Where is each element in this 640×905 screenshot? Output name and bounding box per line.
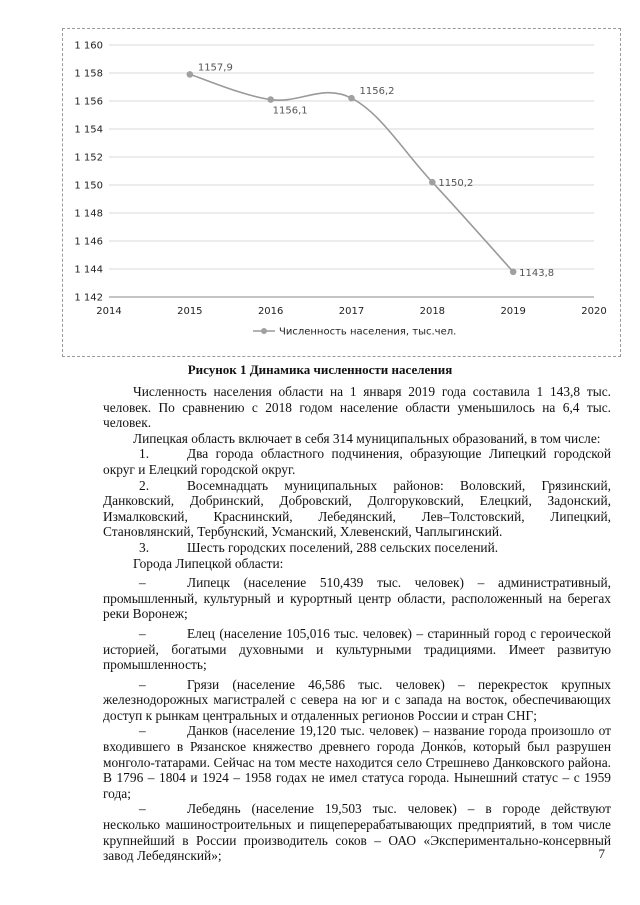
paragraph-population: Численность населения области на 1 января 2019 года составила 1 143,8 тыс. человек. По сравнению с 2018 годом население области уменьшилось на 6,4 тыс. человек. [103,384,611,431]
legend-label: Численность населения, тыс.чел. [279,326,457,338]
city-item [103,677,611,724]
x-tick-label: 2018 [419,306,446,317]
data-point [348,95,355,102]
list-item-text: Два города областного подчинения, образующие Липецкий городской округ и Елецкий городской округ. [103,446,611,477]
population-line-chart [63,29,620,356]
city-dash: – [139,801,146,817]
paragraph-cities-heading: Города Липецкой области: [133,555,284,571]
x-tick-label: 2016 [257,306,284,317]
city-dash: – [139,625,146,641]
x-tick-label: 2014 [96,306,122,317]
y-tick-label: 1 156 [74,96,103,108]
city-text: Лебедянь (население 19,503 тыс. человек) – в городе действуют несколько машиностроительных и пищеперерабатывающих предприятий, в том числе крупнейший в России производитель соков – ОАО «Экспериментально-консервный завод Лебедянский»; [103,801,611,864]
city-text: Данков (население 19,120 тыс. человек) – название города произошло от входившего в Рязанское княжество древнего города Донко́в, который был разрушен монголо-татарами. Сейчас на том месте находится село Стрешнево Данковского района. В 1796 – 1804 и 1924 – 1958 годах не имел статуса города. Нынешний статус – с 1959 года; [103,723,611,801]
y-tick-label: 1 154 [74,124,103,136]
data-label: 1150,2 [438,178,474,190]
x-tick-label: 2019 [500,306,526,317]
y-tick-label: 1 146 [74,236,103,248]
list-item [103,446,611,477]
list-item [103,478,611,540]
y-tick-label: 1 158 [74,68,103,80]
chart-container [62,28,621,357]
data-point [187,71,194,78]
city-dash: – [139,723,146,739]
y-tick-label: 1 160 [74,40,103,52]
list-item-number: 1. [139,446,150,462]
city-text: Грязи (население 46,586 тыс. человек) – перекресток крупных железнодорожных магистралей с севера на юг и с запада на восток, обеспечивающих доступ к рынкам центральных и отдаленных регионов России и стран СНГ; [103,676,611,723]
data-label: 1156,2 [359,86,395,98]
list-item-text: Шесть городских поселений, 288 сельских поселений. [187,539,499,555]
data-point [429,179,436,186]
list-item-text: Восемнадцать муниципальных районов: Воловский, Грязинский, Данковский, Добринский, Добровский, Долгоруковский, Елецкий, Задонский, Измалковский, Краснинский, Лебедянский, Лев–Толстовский, Липецкий, Становлянский, Тербунский, Усманский, Хлевенский, Чаплыгинский. [103,477,611,540]
city-text: Липецк (население 510,439 тыс. человек) – административный, промышленный, культурный и курортный центр области, расположенный на берегах реки Воронеж; [103,575,611,622]
city-text: Елец (население 105,016 тыс. человек) – старинный город с героической историей, богатыми духовными и культурными традициями. Имеет развитую промышленность; [103,625,611,673]
page-number: 7 [598,846,605,861]
city-dash: – [139,676,146,692]
data-label: 1156,1 [272,105,308,117]
y-tick-label: 1 152 [74,152,103,164]
list-item [103,540,611,556]
x-tick-label: 2020 [581,306,607,317]
body-text [103,384,611,864]
data-label: 1143,8 [519,267,555,279]
data-point [510,269,517,276]
paragraph-municipalities: Липецкая область включает в себя 314 муниципальных образований, в том числе: [133,430,601,446]
x-tick-label: 2017 [338,306,365,317]
data-point [267,96,274,103]
city-dash: – [139,575,146,591]
list-item-number: 2. [139,477,150,493]
data-label: 1157,9 [197,62,233,74]
list-item-number: 3. [139,539,150,555]
y-tick-label: 1 150 [74,180,103,192]
city-item [103,626,611,673]
x-tick-label: 2015 [177,306,203,317]
city-item [103,723,611,801]
city-item [103,801,611,863]
city-item [103,575,611,622]
y-tick-label: 1 142 [74,292,103,304]
y-tick-label: 1 144 [74,264,103,276]
series-line [190,74,513,271]
y-tick-label: 1 148 [74,208,103,220]
legend-marker [261,328,267,334]
figure-caption: Рисунок 1 Динамика численности населения [187,362,453,377]
